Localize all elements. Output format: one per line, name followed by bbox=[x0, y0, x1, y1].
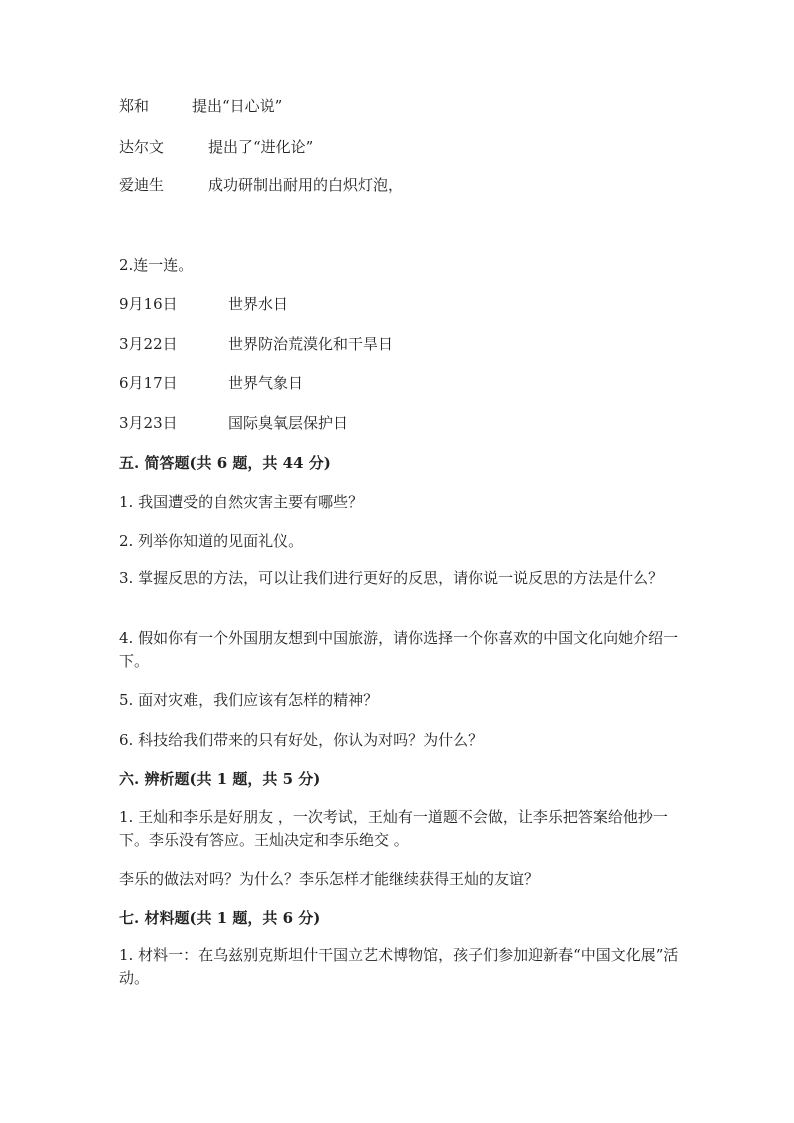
match-row bbox=[119, 413, 348, 433]
match-row bbox=[119, 373, 303, 393]
match-left: 达尔文 bbox=[119, 138, 165, 156]
match-right: 提出了“进化论” bbox=[208, 138, 314, 156]
match-row bbox=[119, 334, 393, 354]
section-title: 六. 辨析题(共 1 题，共 5 分) bbox=[119, 770, 321, 788]
match-left: 郑和 bbox=[119, 97, 150, 115]
question-followup: 李乐的做法对吗？为什么？李乐怎样才能继续获得王灿的友谊？ bbox=[119, 870, 540, 888]
question-item: 6. 科技给我们带来的只有好处，你认为对吗？为什么？ bbox=[119, 731, 484, 749]
question-item: 4. 假如你有一个外国朋友想到中国旅游，请你选择一个你喜欢的中国文化向她介绍一下。 bbox=[119, 629, 679, 670]
section-title: 五. 简答题(共 6 题，共 44 分) bbox=[119, 454, 331, 472]
question-item: 2. 列举你知道的见面礼仪。 bbox=[119, 532, 304, 550]
section-title: 七. 材料题(共 1 题，共 6 分) bbox=[119, 909, 321, 927]
question-item: 1. 材料一：在乌兹别克斯坦什干国立艺术博物馆，孩子们参加迎新春“中国文化展”活动。 bbox=[119, 946, 679, 987]
match-right: 世界水日 bbox=[228, 295, 289, 313]
question-item: 5. 面对灾难，我们应该有怎样的精神？ bbox=[119, 691, 379, 709]
match-right: 世界防治荒漠化和干旱日 bbox=[228, 335, 394, 353]
match-left: 9月16日 bbox=[119, 295, 178, 313]
match-left: 6月17日 bbox=[119, 374, 178, 392]
question-item: 3. 掌握反思的方法，可以让我们进行更好的反思，请你说一说反思的方法是什么？ bbox=[119, 569, 664, 587]
match-left: 3月22日 bbox=[119, 335, 178, 353]
match-right: 国际臭氧层保护日 bbox=[228, 414, 349, 432]
match-right: 成功研制出耐用的白炽灯泡， bbox=[208, 176, 404, 194]
match-right: 提出“日心说” bbox=[192, 97, 283, 115]
match-row bbox=[119, 96, 282, 116]
question-item: 1. 我国遭受的自然灾害主要有哪些？ bbox=[119, 493, 364, 511]
match-left: 3月23日 bbox=[119, 414, 178, 432]
match-row bbox=[119, 175, 403, 195]
match-left: 爱迪生 bbox=[119, 176, 165, 194]
match-right: 世界气象日 bbox=[228, 374, 304, 392]
question-title: 2.连一连。 bbox=[119, 256, 194, 274]
question-item: 1. 王灿和李乐是好朋友 ，一次考试，王灿有一道题不会做，让李乐把答案给他抄一下。李乐没有答应。王灿决定和李乐绝交 。 bbox=[119, 808, 668, 849]
match-row bbox=[119, 137, 313, 157]
match-row bbox=[119, 294, 288, 314]
